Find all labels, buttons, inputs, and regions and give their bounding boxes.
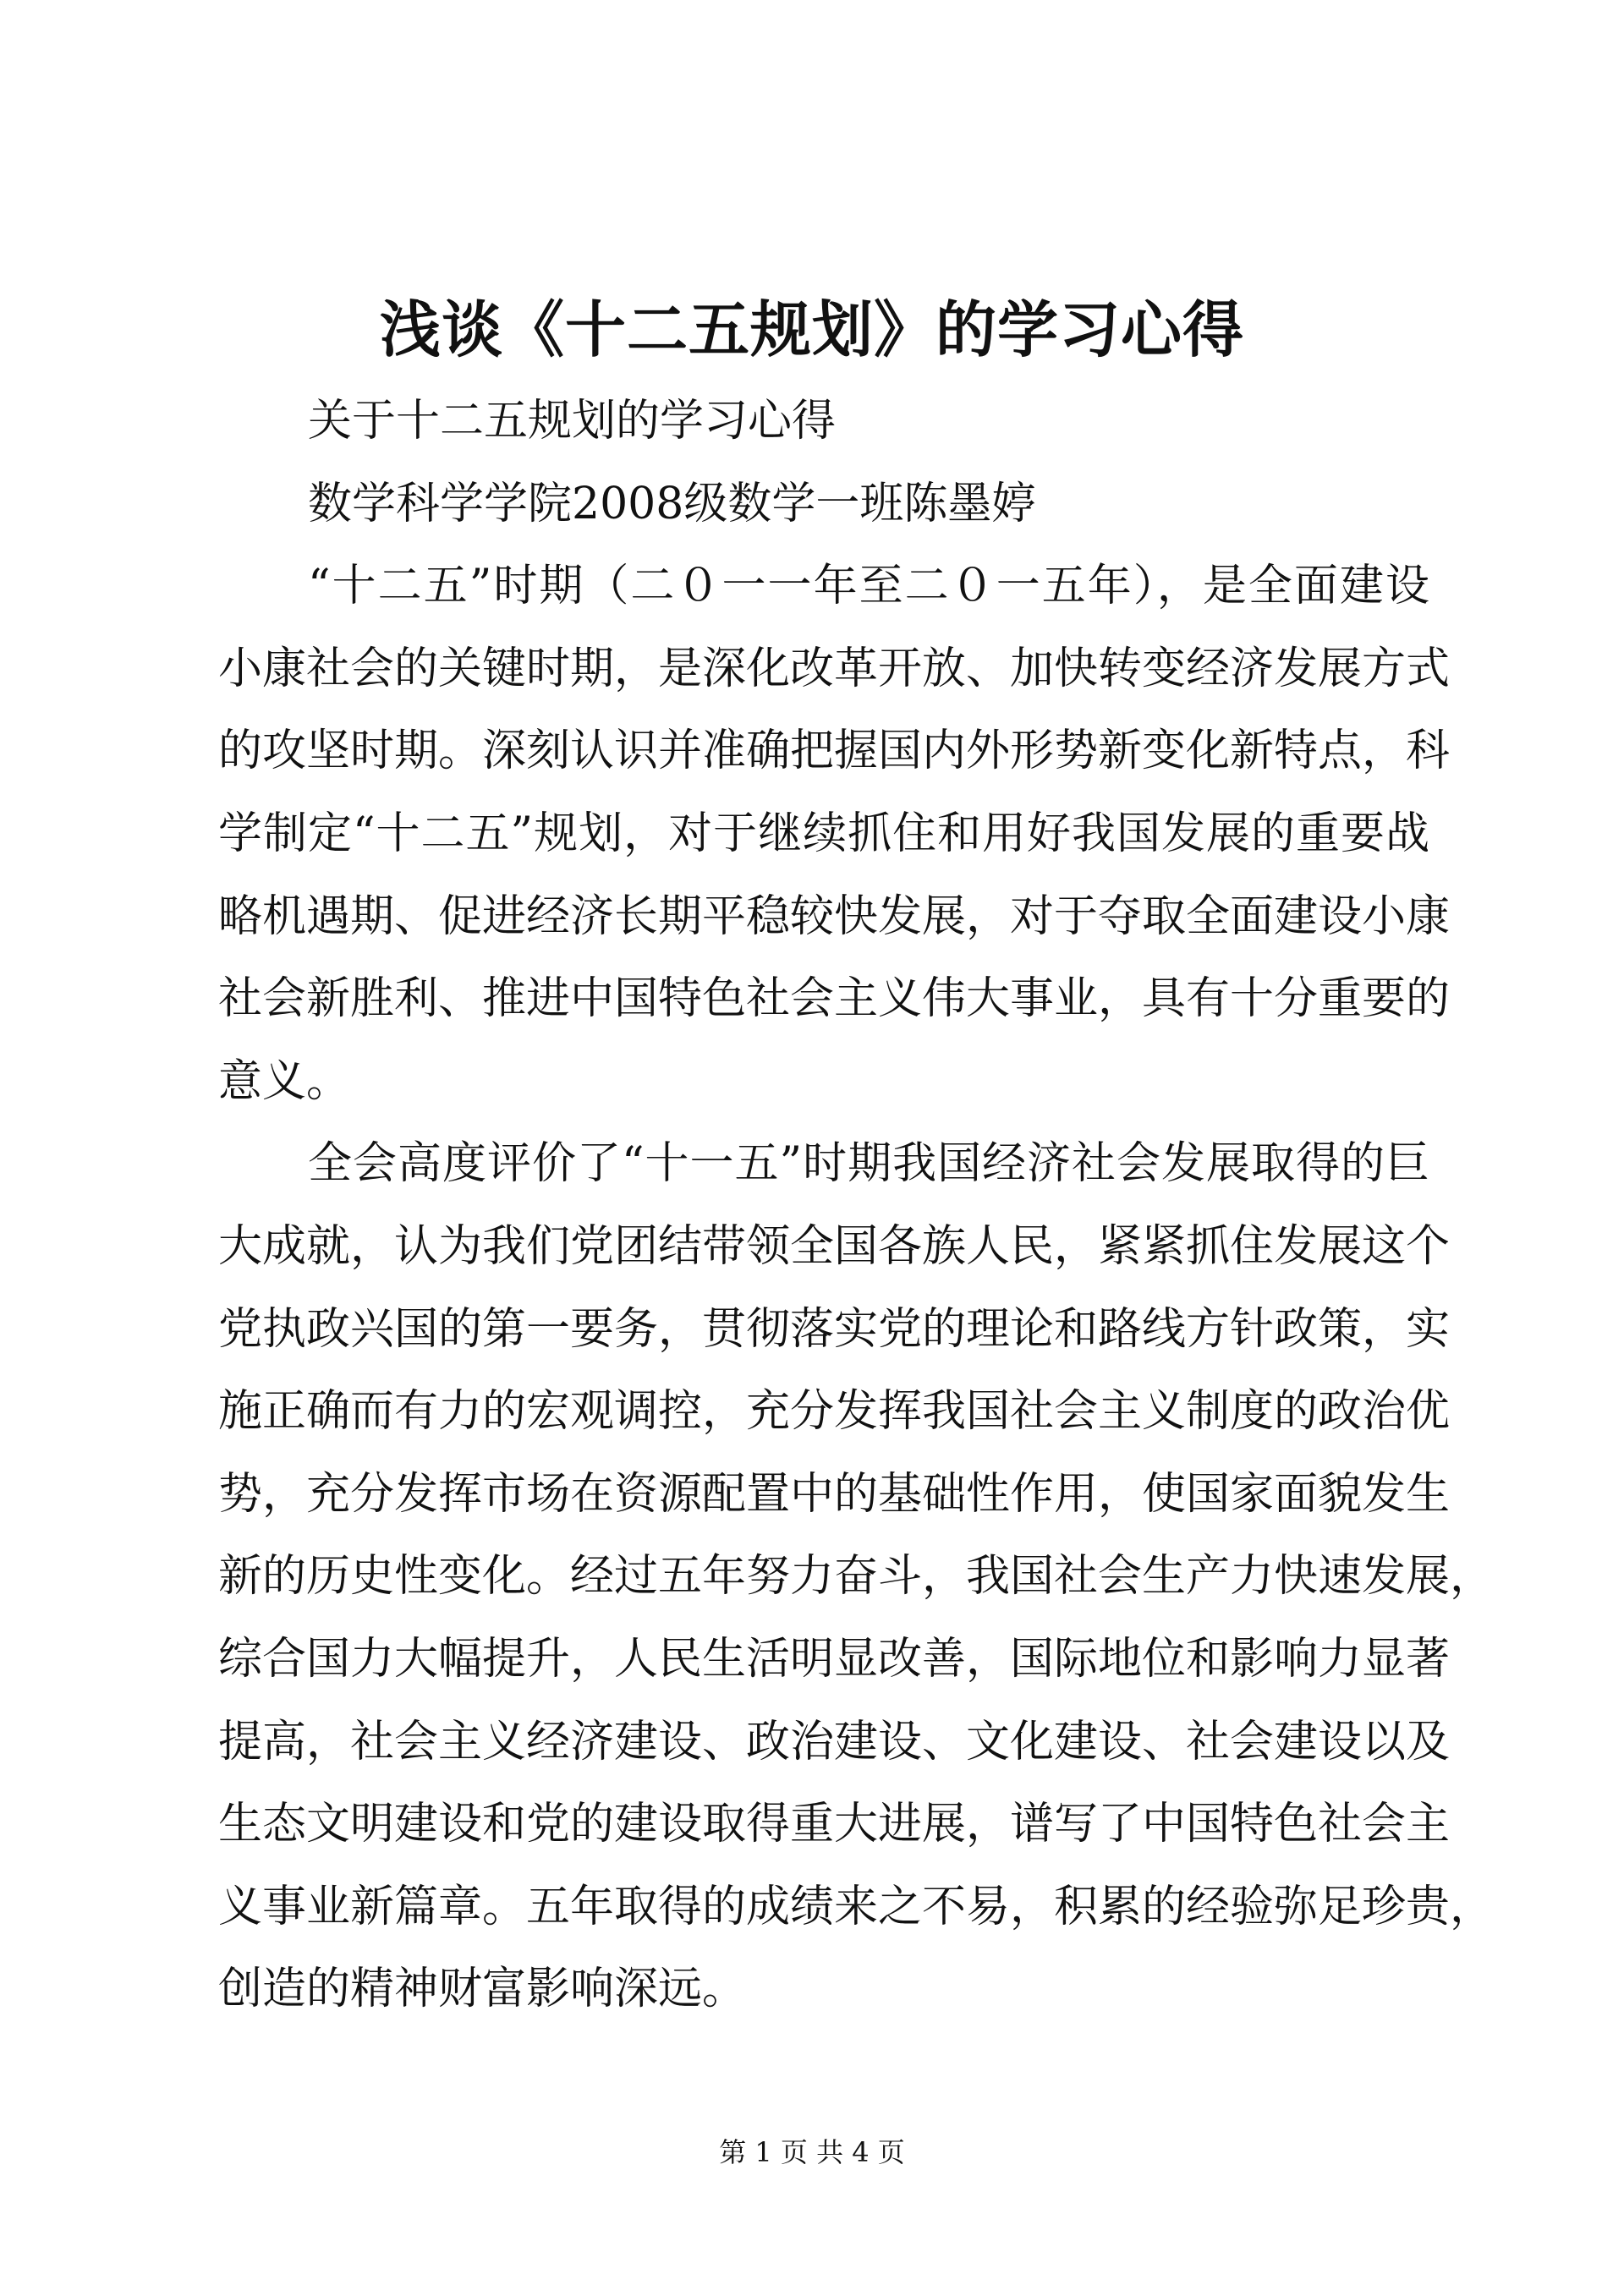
paragraph-line: 创造的精神财富影响深远。 bbox=[218, 1964, 747, 2015]
paragraph-line: 势，充分发挥市场在资源配置中的基础性作用，使国家面貌发生 bbox=[218, 1468, 1451, 1520]
document-body bbox=[218, 381, 1495, 2031]
paragraph-line: 生态文明建设和党的建设取得重大进展，谱写了中国特色社会主 bbox=[218, 1799, 1451, 1850]
page-number: 第 1 页 共 4 页 bbox=[719, 2136, 905, 2168]
paragraph-line: 党执政兴国的第一要务，贯彻落实党的理论和路线方针政策，实 bbox=[218, 1303, 1451, 1355]
paragraph-line: 施正确而有力的宏观调控，充分发挥我国社会主义制度的政治优 bbox=[218, 1386, 1451, 1438]
paragraph-line: 意义。 bbox=[218, 1055, 351, 1107]
paragraph-line: 略机遇期、促进经济长期平稳较快发展，对于夺取全面建设小康 bbox=[218, 890, 1451, 942]
paragraph-line: “十二五”时期（二０一一年至二０一五年），是全面建设 bbox=[308, 561, 1429, 612]
subtitle: 关于十二五规划的学习心得 bbox=[308, 396, 837, 447]
paragraph-line: 提高，社会主义经济建设、政治建设、文化建设、社会建设以及 bbox=[218, 1716, 1451, 1767]
paragraphs bbox=[218, 545, 1495, 2031]
paragraph-line: 新的历史性变化。经过五年努力奋斗，我国社会生产力快速发展， bbox=[218, 1551, 1495, 1603]
paragraph bbox=[218, 1123, 1495, 2031]
paragraph-line: 的攻坚时期。深刻认识并准确把握国内外形势新变化新特点，科 bbox=[218, 726, 1451, 777]
document-title: 浅谈《十二五规划》的学习心得 bbox=[379, 293, 1244, 365]
paragraph-line: 社会新胜利、推进中国特色社会主义伟大事业，具有十分重要的 bbox=[218, 973, 1451, 1025]
paragraph-line: 义事业新篇章。五年取得的成绩来之不易，积累的经验弥足珍贵， bbox=[218, 1881, 1495, 1932]
paragraph-line: 学制定“十二五”规划，对于继续抓住和用好我国发展的重要战 bbox=[218, 808, 1429, 859]
paragraph-line: 大成就，认为我们党团结带领全国各族人民，紧紧抓住发展这个 bbox=[218, 1220, 1451, 1272]
paragraph-line: 小康社会的关键时期，是深化改革开放、加快转变经济发展方式 bbox=[218, 643, 1451, 694]
paragraph-line: 全会高度评价了“十一五”时期我国经济社会发展取得的巨 bbox=[308, 1138, 1429, 1190]
paragraph-line: 综合国力大幅提升，人民生活明显改善，国际地位和影响力显著 bbox=[218, 1633, 1451, 1685]
author-line: 数学科学学院2008级数学一班陈墨婷 bbox=[308, 478, 1036, 529]
paragraph bbox=[218, 545, 1451, 1123]
